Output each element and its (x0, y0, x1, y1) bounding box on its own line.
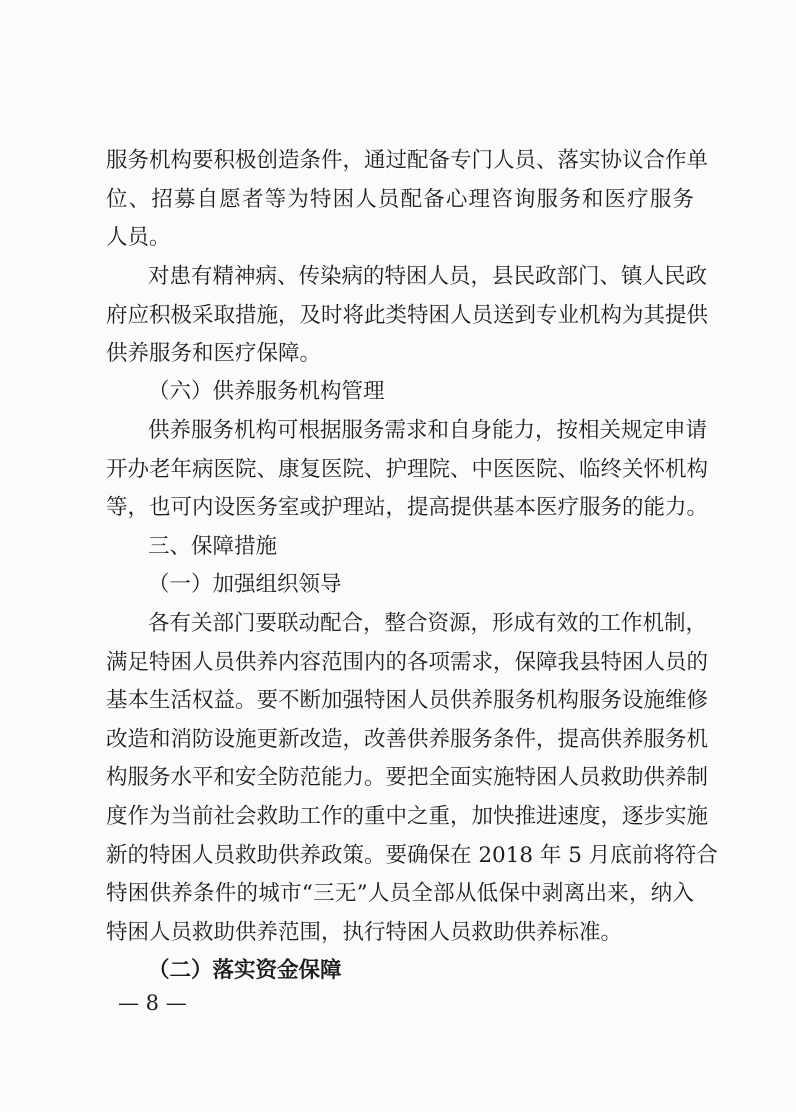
body-text-line: 对患有精神病、传染病的特困人员，县民政部门、镇人民政 (148, 264, 708, 289)
body-text-line: 基本生活权益。要不断加强特困人员供养服务机构服务设施维修 (106, 688, 709, 713)
body-text-line: 服务机构要积极创造条件，通过配备专门人员、落实协议合作单 (106, 148, 709, 173)
body-text-line: 供养服务机构可根据服务需求和自身能力，按相关规定申请 (148, 418, 708, 443)
body-text-line: 供养服务和医疗保障。 (106, 341, 322, 366)
body-text-line: 新的特困人员救助供养政策。要确保在 2018 年 5 月底前将符合 (106, 843, 718, 868)
page-number: — 8 — (118, 991, 187, 1015)
body-text-line: 构服务水平和安全防范能力。要把全面实施特困人员救助供养制 (106, 765, 709, 790)
body-text-line: 度作为当前社会救助工作的重中之重，加快推进速度，逐步实施 (106, 804, 709, 829)
body-text-line: 人员。 (106, 225, 171, 250)
section-heading: 三、保障措施 (148, 534, 278, 559)
body-text-line: 特困供养条件的城市“三无”人员全部从低保中剥离出来，纳入 (106, 881, 694, 906)
body-text-line: 等，也可内设医务室或护理站，提高提供基本医疗服务的能力。 (106, 495, 709, 520)
body-text-line: 府应积极采取措施，及时将此类特困人员送到专业机构为其提供 (106, 303, 709, 328)
section-heading: （二）落实资金保障 (148, 958, 342, 983)
body-text-line: 特困人员救助供养范围，执行特困人员救助供养标准。 (106, 920, 623, 945)
section-heading: （六）供养服务机构管理 (148, 379, 385, 404)
body-text-line: 位、招募自愿者等为特困人员配备心理咨询服务和医疗服务 (106, 187, 694, 212)
body-text-line: 开办老年病医院、康复医院、护理院、中医医院、临终关怀机构 (106, 457, 709, 482)
body-text-line: 各有关部门要联动配合，整合资源，形成有效的工作机制， (148, 611, 708, 636)
body-text-line: 满足特困人员供养内容范围内的各项需求，保障我县特困人员的 (106, 650, 709, 675)
body-text-line: 改造和消防设施更新改造，改善供养服务条件，提高供养服务机 (106, 727, 709, 752)
section-heading: （一）加强组织领导 (148, 572, 342, 597)
